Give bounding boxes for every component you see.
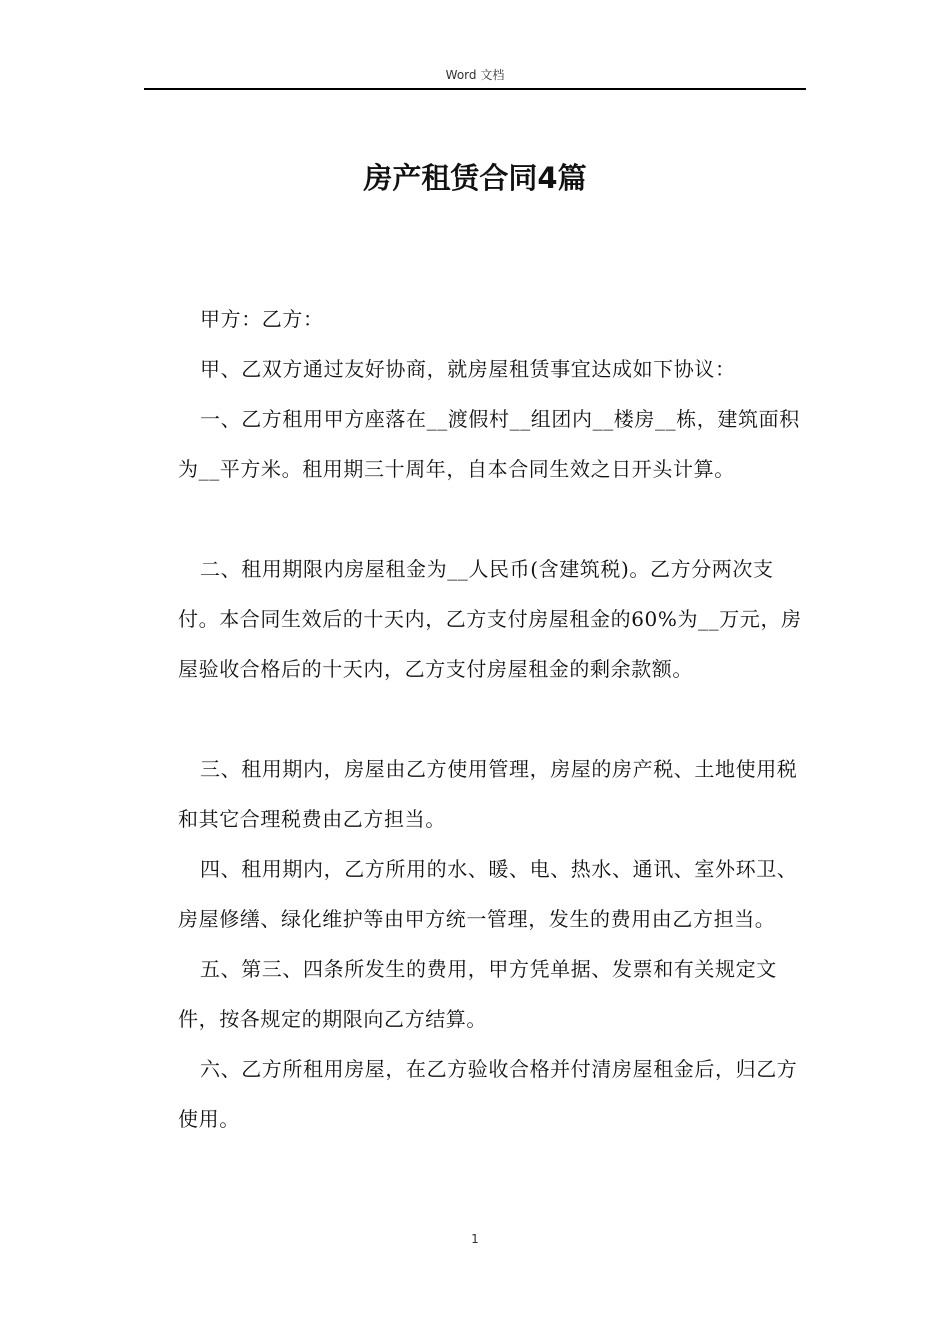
paragraph-clause-1: 一、乙方租用甲方座落在__渡假村__组团内__楼房__栋，建筑面积为__平方米。租用期三十周年，自本合同生效之日开头计算。 bbox=[178, 407, 800, 481]
header-text: Word 文档 bbox=[445, 68, 505, 82]
paragraph-intro: 甲、乙双方通过友好协商，就房屋租赁事宜达成如下协议： bbox=[200, 357, 736, 381]
paragraph-clause-2: 二、租用期限内房屋租金为__人民币(含建筑税)。乙方分两次支付。本合同生效后的十天内，乙方支付房屋租金的60%为__万元，房屋验收合格后的十天内，乙方支付房屋租金的剩余款额。 bbox=[178, 557, 802, 681]
paragraph-clause-4: 四、租用期内，乙方所用的水、暖、电、热水、通讯、室外环卫、房屋修缮、绿化维护等由甲方统一管理，发生的费用由乙方担当。 bbox=[178, 857, 798, 931]
document-title: 房产租赁合同4篇 bbox=[363, 161, 587, 195]
page-header bbox=[144, 64, 806, 90]
paragraph-clause-6: 六、乙方所租用房屋，在乙方验收合格并付清房屋租金后，归乙方使用。 bbox=[178, 1057, 798, 1131]
document-body bbox=[178, 294, 804, 1144]
paragraph-parties: 甲方：乙方： bbox=[200, 307, 324, 331]
paragraph-clause-5: 五、第三、四条所发生的费用，甲方凭单据、发票和有关规定文件，按各规定的期限向乙方结算。 bbox=[178, 957, 777, 1031]
paragraph-clause-3: 三、租用期内，房屋由乙方使用管理，房屋的房产税、土地使用税和其它合理税费由乙方担当。 bbox=[178, 757, 798, 831]
page-number: 1 bbox=[471, 1232, 479, 1246]
